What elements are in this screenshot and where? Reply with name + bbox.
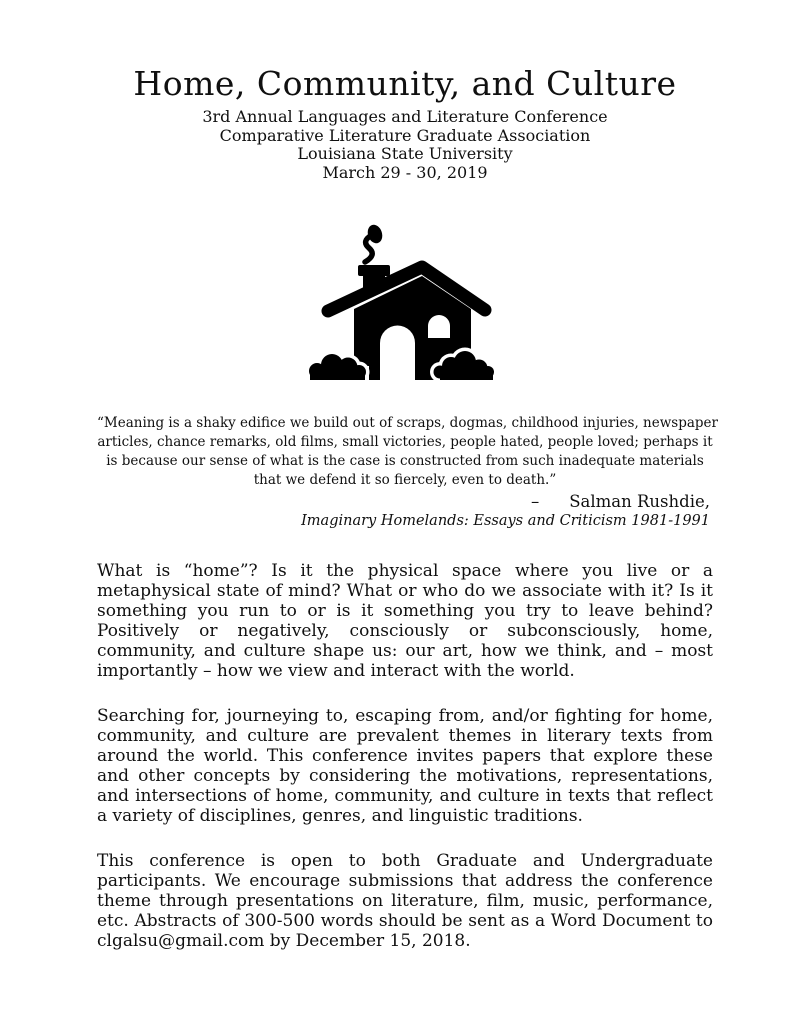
quote-attribution [97,492,713,512]
house-illustration-svg [285,210,525,388]
door-icon [380,326,415,381]
subtitle-line: March 29 - 30, 2019 [322,162,488,182]
body-text [97,561,713,951]
house-icon [285,210,525,388]
body-paragraph: This conference is open to both Graduate and Undergraduate participants. We encourage submissions that address the conference theme through presentations on literature, film, music, performance, etc. Abstracts of 300-500 words should be sent as a Word Document to clgalsu@gmail.com by December 15, 2018. [97,851,713,951]
attribution-name: Salman Rushdie, [569,492,710,511]
header [97,64,713,182]
quote-line: is because our sense of what is the case is constructed from such inadequate materials [106,453,704,469]
flyer-content [97,64,718,951]
quote-text [97,414,718,490]
subtitle-line: Louisiana State University [297,144,513,163]
window-icon [428,315,450,338]
subtitle-line: Comparative Literature Graduate Association [219,125,591,145]
quote-line: articles, chance remarks, old films, small victories, people hated, people loved; perhaps it [97,434,713,450]
body-paragraph: What is “home”? Is it the physical space where you live or a metaphysical state of mind? What or who do we associate with it? Is it something you run to or is it something you try to leave behind? Positively or negatively, consciously or subconsciously, home, community, and culture shape us: our art, how we think, and – most importantly – how we view and interact with the world. [97,561,713,681]
quote-line: “Meaning is a shaky edifice we build out of scraps, dogmas, childhood injuries, newspaper [97,415,718,431]
attribution-source: Imaginary Homelands: Essays and Criticism 1981-1991 [301,513,710,529]
body-paragraph: Searching for, journeying to, escaping from, and/or fighting for home, community, and culture are prevalent themes in literary texts from around the world. This conference invites papers that explore these and other concepts by considering the motivations, representations, and intersections of home, community, and culture in texts that reflect a variety of disciplines, genres, and linguistic traditions. [97,706,713,826]
quote-section [97,414,718,531]
attribution-dash: – [530,492,540,511]
page-title: Home, Community, and Culture [133,64,677,103]
subtitle-block [97,108,713,182]
subtitle-line: 3rd Annual Languages and Literature Conference [202,107,608,126]
quote-line: that we defend it so fiercely, even to death.” [253,472,557,488]
